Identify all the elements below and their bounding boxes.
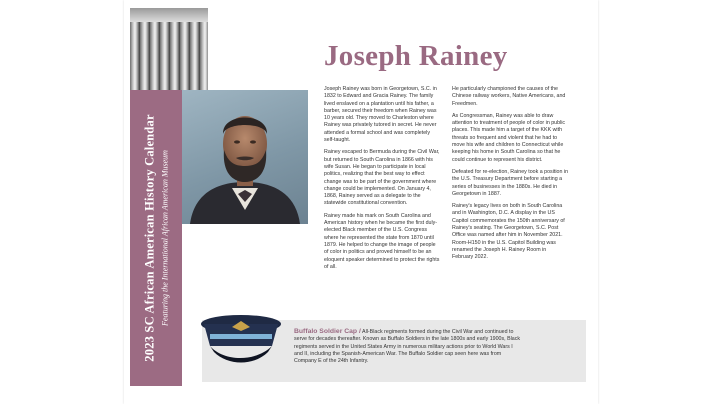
paragraph: He particularly championed the causes of the Chinese railway workers, Native Americans, and Freedmen. xyxy=(452,86,566,107)
calendar-page xyxy=(124,0,598,404)
article-column-right xyxy=(452,86,568,267)
calendar-year-title: 2023 SC African American History Calendar xyxy=(142,114,157,362)
paragraph: Rainey escaped to Bermuda during the Civil War, but returned to South Carolina in 1866 with his wife Susan. He began to participate in local politics, realizing that the best way to effect change was to be part of the government where change could be implemented. On January 4, 1868, Rainey served as a delegate to the statewide constitutional convention. xyxy=(324,149,440,207)
paragraph: Joseph Rainey was born in Georgetown, S.C. in 1832 to Edward and Gracia Rainey. The family lived enslaved on a plantation until his father, a barber, secured their freedom when Rainey was 10 years old. They moved to Charleston where Rainey was privately tutored in secret. He never attended a formal school and was completely self-taught. xyxy=(324,86,437,144)
paragraph: Rainey's legacy lives on both in South Carolina and in Washington, D.C. A display in the US Capitol commemorates the 150th anniversary of Rainey's seating. The Georgetown, S.C. Post Office was named after him in November 2021. Room-H150 in the U.S. Capitol Building was renamed the Joseph H. Rainey Room in February 2022. xyxy=(452,203,565,261)
article-title: Joseph Rainey xyxy=(324,40,508,72)
paragraph: Defeated for re-election, Rainey took a position in the U.S. Treasury Department before starting a series of businesses in the 1880s. He died in Georgetown in 1887. xyxy=(452,168,569,197)
paragraph: As Congressman, Rainey was able to draw attention to treatment of people of color in public places. This made him a target of the KKK with threats so frequent and violent that he had to move his wife and children to Connecticut while keeping his home in South Carolina so that he could continue to represent his district. xyxy=(452,112,566,163)
buffalo-soldier-cap-image xyxy=(198,310,284,372)
artifact-caption xyxy=(294,328,522,365)
paragraph: Rainey made his mark on South Carolina and American history when he became the first duly-elected Black member of the U.S. Congress where he represented the state from 1870 until 1879. He helped to change the image of people of color in politics and proved himself to be an eloquent speaker determined to protect the rights of all. xyxy=(324,212,440,270)
artifact-description: All-Black regiments formed during the Civil War and continued to serve for decades thereafter. Known as Buffalo Soldiers in the late 1800s and early 1900s, Black regiments served in the United States Army in numerous military actions prior to World Wars I and II, including the Spanish-American War. The Buffalo Soldier cap seen here was from Company E of the 24th Infantry. xyxy=(294,329,521,365)
article-column-left xyxy=(324,86,440,276)
capitol-columns-image xyxy=(130,8,208,90)
calendar-subtitle: Featuring the International African American Museum xyxy=(160,150,170,326)
joseph-rainey-portrait xyxy=(182,90,308,224)
artifact-title: Buffalo Soldier Cap / xyxy=(294,328,361,335)
portrait-illustration xyxy=(182,90,308,224)
vertical-calendar-title xyxy=(143,114,170,361)
